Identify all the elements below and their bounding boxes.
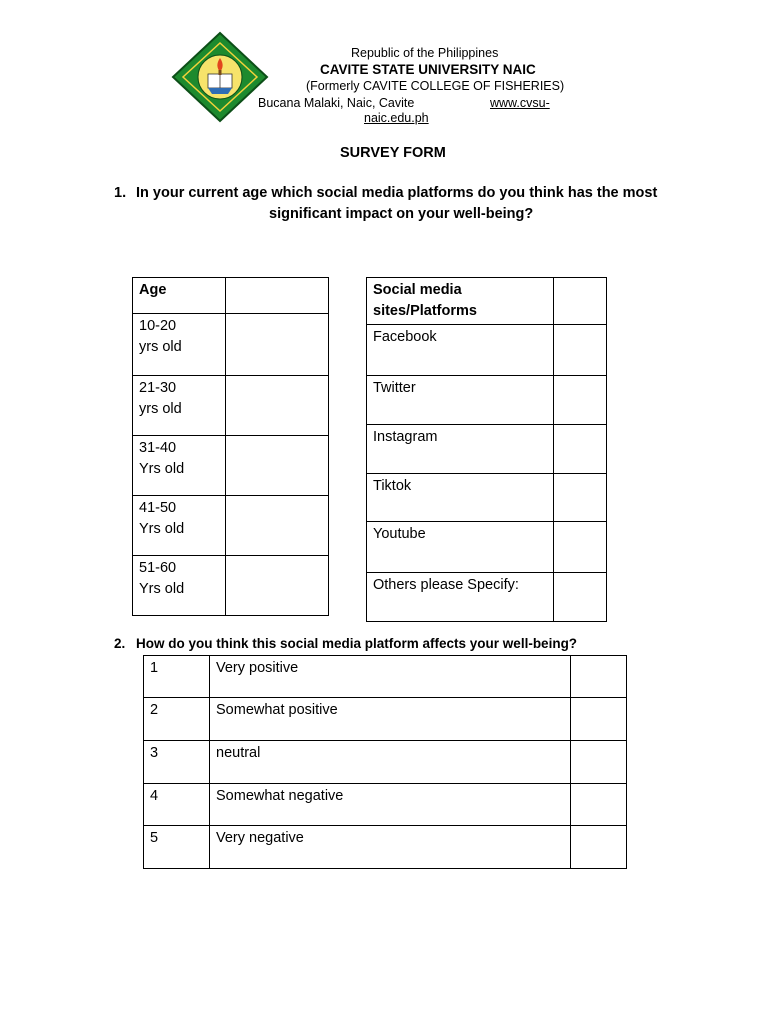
rating-label: Very positive xyxy=(210,656,571,698)
rating-number: 4 xyxy=(144,784,210,826)
rating-label: Somewhat negative xyxy=(210,784,571,826)
table-row xyxy=(133,436,329,496)
header-website-link[interactable]: www.cvsu- xyxy=(490,96,550,110)
rating-answer-cell[interactable] xyxy=(571,741,627,784)
rating-answer-cell[interactable] xyxy=(571,826,627,869)
rating-label: Very negative xyxy=(210,826,571,869)
platform-header: Social media sites/Platforms xyxy=(367,278,554,325)
age-answer-cell[interactable] xyxy=(226,556,329,616)
platform-answer-cell[interactable] xyxy=(554,474,607,522)
table-row xyxy=(367,376,607,425)
rating-label: neutral xyxy=(210,741,571,784)
age-answer-cell[interactable] xyxy=(226,376,329,436)
platform-table xyxy=(366,277,607,622)
platform-label: Facebook xyxy=(367,325,554,376)
table-row xyxy=(133,496,329,556)
rating-number: 5 xyxy=(144,826,210,869)
rating-table xyxy=(143,655,627,869)
table-row xyxy=(367,325,607,376)
header-university-name: CAVITE STATE UNIVERSITY NAIC xyxy=(320,62,536,77)
header-website-link-cont[interactable]: naic.edu.ph xyxy=(364,111,429,125)
table-row xyxy=(133,376,329,436)
table-row xyxy=(367,573,607,622)
question2-text: How do you think this social media platform affects your well-being? xyxy=(136,636,578,651)
platform-answer-cell[interactable] xyxy=(554,425,607,474)
rating-number: 2 xyxy=(144,698,210,741)
table-row xyxy=(133,278,329,314)
rating-label: Somewhat positive xyxy=(210,698,571,741)
platform-label: Others please Specify: xyxy=(367,573,554,622)
platform-answer-cell[interactable] xyxy=(554,522,607,573)
table-row xyxy=(367,425,607,474)
table-row xyxy=(367,278,607,325)
table-row xyxy=(367,474,607,522)
platform-answer-cell[interactable] xyxy=(554,376,607,425)
university-seal-logo xyxy=(170,30,270,124)
table-row xyxy=(144,741,627,784)
age-answer-cell[interactable] xyxy=(226,496,329,556)
header-formerly: (Formerly CAVITE COLLEGE OF FISHERIES) xyxy=(306,79,565,93)
age-header: Age xyxy=(133,278,226,314)
rating-number: 1 xyxy=(144,656,210,698)
table-row xyxy=(367,522,607,573)
question1-line2: significant impact on your well-being? xyxy=(269,206,534,222)
platform-answer-cell[interactable] xyxy=(554,573,607,622)
age-answer-cell[interactable] xyxy=(226,314,329,376)
table-row xyxy=(144,698,627,741)
page-title: SURVEY FORM xyxy=(340,145,446,161)
platform-label: Twitter xyxy=(367,376,554,425)
rating-answer-cell[interactable] xyxy=(571,784,627,826)
age-range-label: 10-20 yrs old xyxy=(133,314,226,376)
age-answer-cell[interactable] xyxy=(226,278,329,314)
header-address: Bucana Malaki, Naic, Cavite xyxy=(258,96,415,110)
platform-label: Youtube xyxy=(367,522,554,573)
age-range-label: 21-30 yrs old xyxy=(133,376,226,436)
question2-number: 2. xyxy=(114,636,126,651)
age-answer-cell[interactable] xyxy=(226,436,329,496)
platform-label: Instagram xyxy=(367,425,554,474)
table-row xyxy=(133,556,329,616)
table-row xyxy=(144,826,627,869)
table-row xyxy=(144,784,627,826)
header-republic: Republic of the Philippines xyxy=(351,46,499,60)
rating-answer-cell[interactable] xyxy=(571,656,627,698)
age-range-label: 31-40 Yrs old xyxy=(133,436,226,496)
table-row xyxy=(133,314,329,376)
platform-answer-cell[interactable] xyxy=(554,325,607,376)
age-table xyxy=(132,277,329,616)
age-range-label: 51-60 Yrs old xyxy=(133,556,226,616)
question1-number: 1. xyxy=(114,185,127,201)
rating-answer-cell[interactable] xyxy=(571,698,627,741)
table-row xyxy=(144,656,627,698)
age-range-label: 41-50 Yrs old xyxy=(133,496,226,556)
rating-number: 3 xyxy=(144,741,210,784)
platform-answer-cell[interactable] xyxy=(554,278,607,325)
question1-line1: In your current age which social media platforms do you think has the most xyxy=(136,185,658,201)
platform-label: Tiktok xyxy=(367,474,554,522)
